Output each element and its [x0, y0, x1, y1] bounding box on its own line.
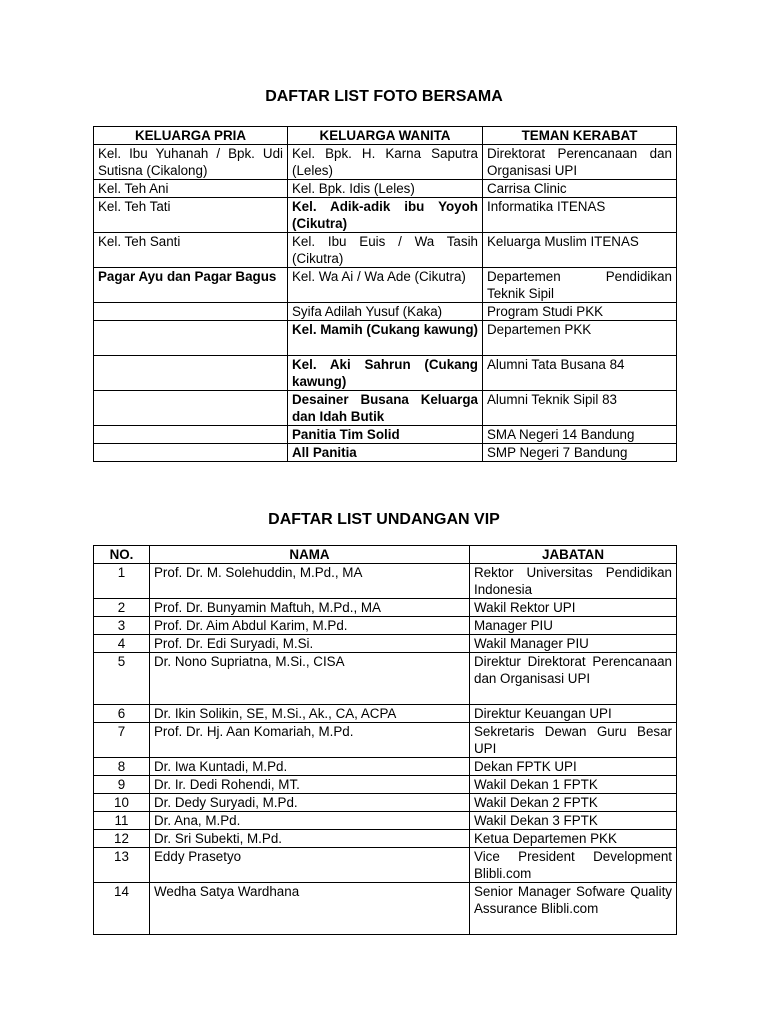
- cell-teman-kerabat: Alumni Tata Busana 84: [483, 356, 677, 391]
- cell-nama: Dr. Ana, M.Pd.: [150, 812, 470, 830]
- cell-no: 2: [94, 599, 150, 617]
- cell-keluarga-wanita: Panitia Tim Solid: [288, 426, 483, 444]
- cell-keluarga-pria: Kel. Teh Santi: [94, 233, 288, 268]
- table-row: [94, 758, 677, 776]
- cell-teman-kerabat: SMA Negeri 14 Bandung: [483, 426, 677, 444]
- cell-jabatan: Wakil Manager PIU: [470, 635, 677, 653]
- table-row: [94, 198, 677, 233]
- table-row: [94, 635, 677, 653]
- cell-no: 10: [94, 794, 150, 812]
- cell-keluarga-wanita: All Panitia: [288, 444, 483, 462]
- cell-keluarga-pria: Kel. Teh Ani: [94, 180, 288, 198]
- table-row: [94, 180, 677, 198]
- table-row: [94, 426, 677, 444]
- cell-jabatan: Direktur Direktorat Perencanaan dan Organisasi UPI: [470, 653, 677, 705]
- cell-nama: Dr. Ir. Dedi Rohendi, MT.: [150, 776, 470, 794]
- cell-no: 5: [94, 653, 150, 705]
- cell-nama: Eddy Prasetyo: [150, 848, 470, 883]
- cell-jabatan: Manager PIU: [470, 617, 677, 635]
- cell-teman-kerabat: Departemen PKK: [483, 321, 677, 356]
- cell-jabatan: Rektor Universitas Pendidikan Indonesia: [470, 564, 677, 599]
- header-jabatan: JABATAN: [470, 546, 677, 564]
- cell-nama: Prof. Dr. M. Solehuddin, M.Pd., MA: [150, 564, 470, 599]
- cell-nama: Prof. Dr. Aim Abdul Karim, M.Pd.: [150, 617, 470, 635]
- table2-title: DAFTAR LIST UNDANGAN VIP: [268, 511, 500, 528]
- table-row: [94, 564, 677, 599]
- table-row: [94, 356, 677, 391]
- cell-teman-kerabat: Informatika ITENAS: [483, 198, 677, 233]
- cell-keluarga-wanita: Kel. Adik-adik ibu Yoyoh (Cikutra): [288, 198, 483, 233]
- cell-nama: Prof. Dr. Bunyamin Maftuh, M.Pd., MA: [150, 599, 470, 617]
- cell-nama: Prof. Dr. Hj. Aan Komariah, M.Pd.: [150, 723, 470, 758]
- cell-teman-kerabat: Direktorat Perencanaan dan Organisasi UPI: [483, 145, 677, 180]
- foto-bersama-table: [93, 126, 677, 462]
- cell-nama: Dr. Dedy Suryadi, M.Pd.: [150, 794, 470, 812]
- table-row: [94, 705, 677, 723]
- cell-no: 3: [94, 617, 150, 635]
- cell-keluarga-wanita: Desainer Busana Keluarga dan Idah Butik: [288, 391, 483, 426]
- cell-keluarga-wanita: Kel. Ibu Euis / Wa Tasih (Cikutra): [288, 233, 483, 268]
- cell-keluarga-pria: [94, 444, 288, 462]
- table-row: [94, 444, 677, 462]
- table-row: [94, 617, 677, 635]
- cell-nama: Dr. Sri Subekti, M.Pd.: [150, 830, 470, 848]
- cell-no: 11: [94, 812, 150, 830]
- cell-nama: Prof. Dr. Edi Suryadi, M.Si.: [150, 635, 470, 653]
- cell-no: 7: [94, 723, 150, 758]
- cell-keluarga-pria: Kel. Ibu Yuhanah / Bpk. Udi Sutisna (Cikalong): [94, 145, 288, 180]
- cell-teman-kerabat: Program Studi PKK: [483, 303, 677, 321]
- cell-keluarga-pria: [94, 303, 288, 321]
- cell-no: 1: [94, 564, 150, 599]
- table-row: [94, 830, 677, 848]
- table-row: [94, 233, 677, 268]
- cell-keluarga-pria: [94, 356, 288, 391]
- cell-teman-kerabat: Departemen Pendidikan Teknik Sipil: [483, 268, 677, 303]
- header-nama: NAMA: [150, 546, 470, 564]
- table-header-row: [94, 546, 677, 564]
- header-no: NO.: [94, 546, 150, 564]
- table-row: [94, 794, 677, 812]
- table-row: [94, 848, 677, 883]
- cell-no: 4: [94, 635, 150, 653]
- cell-teman-kerabat: Alumni Teknik Sipil 83: [483, 391, 677, 426]
- cell-keluarga-wanita: Kel. Bpk. Idis (Leles): [288, 180, 483, 198]
- table-row: [94, 391, 677, 426]
- cell-keluarga-wanita: Kel. Bpk. H. Karna Saputra (Leles): [288, 145, 483, 180]
- header-teman-kerabat: TEMAN KERABAT: [483, 127, 677, 145]
- cell-keluarga-pria: [94, 391, 288, 426]
- table1-title: DAFTAR LIST FOTO BERSAMA: [265, 88, 503, 105]
- cell-keluarga-wanita: Syifa Adilah Yusuf (Kaka): [288, 303, 483, 321]
- cell-keluarga-wanita: Kel. Wa Ai / Wa Ade (Cikutra): [288, 268, 483, 303]
- table-row: [94, 653, 677, 705]
- cell-jabatan: Direktur Keuangan UPI: [470, 705, 677, 723]
- table-row: [94, 303, 677, 321]
- cell-nama: Dr. Nono Supriatna, M.Si., CISA: [150, 653, 470, 705]
- table-header-row: [94, 127, 677, 145]
- cell-no: 8: [94, 758, 150, 776]
- table-row: [94, 723, 677, 758]
- cell-no: 13: [94, 848, 150, 883]
- table-row: [94, 883, 677, 935]
- table-row: [94, 321, 677, 356]
- cell-no: 9: [94, 776, 150, 794]
- cell-teman-kerabat: Keluarga Muslim ITENAS: [483, 233, 677, 268]
- header-keluarga-wanita: KELUARGA WANITA: [288, 127, 483, 145]
- cell-keluarga-pria: Kel. Teh Tati: [94, 198, 288, 233]
- table-row: [94, 812, 677, 830]
- cell-keluarga-pria: [94, 426, 288, 444]
- cell-jabatan: Wakil Dekan 2 FPTK: [470, 794, 677, 812]
- cell-jabatan: Senior Manager Sofware Quality Assurance Blibli.com: [470, 883, 677, 935]
- cell-keluarga-wanita: Kel. Aki Sahrun (Cukang kawung): [288, 356, 483, 391]
- undangan-vip-table: [93, 545, 677, 935]
- header-keluarga-pria: KELUARGA PRIA: [94, 127, 288, 145]
- cell-nama: Wedha Satya Wardhana: [150, 883, 470, 935]
- table-row: [94, 268, 677, 303]
- cell-keluarga-wanita: Kel. Mamih (Cukang kawung): [288, 321, 483, 356]
- cell-jabatan: Dekan FPTK UPI: [470, 758, 677, 776]
- cell-no: 6: [94, 705, 150, 723]
- cell-keluarga-pria: Pagar Ayu dan Pagar Bagus: [94, 268, 288, 303]
- cell-no: 12: [94, 830, 150, 848]
- cell-teman-kerabat: Carrisa Clinic: [483, 180, 677, 198]
- cell-jabatan: Vice President Development Blibli.com: [470, 848, 677, 883]
- cell-nama: Dr. Iwa Kuntadi, M.Pd.: [150, 758, 470, 776]
- cell-nama: Dr. Ikin Solikin, SE, M.Si., Ak., CA, ACPA: [150, 705, 470, 723]
- cell-jabatan: Wakil Rektor UPI: [470, 599, 677, 617]
- cell-keluarga-pria: [94, 321, 288, 356]
- cell-jabatan: Sekretaris Dewan Guru Besar UPI: [470, 723, 677, 758]
- table-row: [94, 145, 677, 180]
- cell-teman-kerabat: SMP Negeri 7 Bandung: [483, 444, 677, 462]
- cell-jabatan: Ketua Departemen PKK: [470, 830, 677, 848]
- cell-jabatan: Wakil Dekan 1 FPTK: [470, 776, 677, 794]
- cell-no: 14: [94, 883, 150, 935]
- cell-jabatan: Wakil Dekan 3 FPTK: [470, 812, 677, 830]
- table-row: [94, 776, 677, 794]
- table-row: [94, 599, 677, 617]
